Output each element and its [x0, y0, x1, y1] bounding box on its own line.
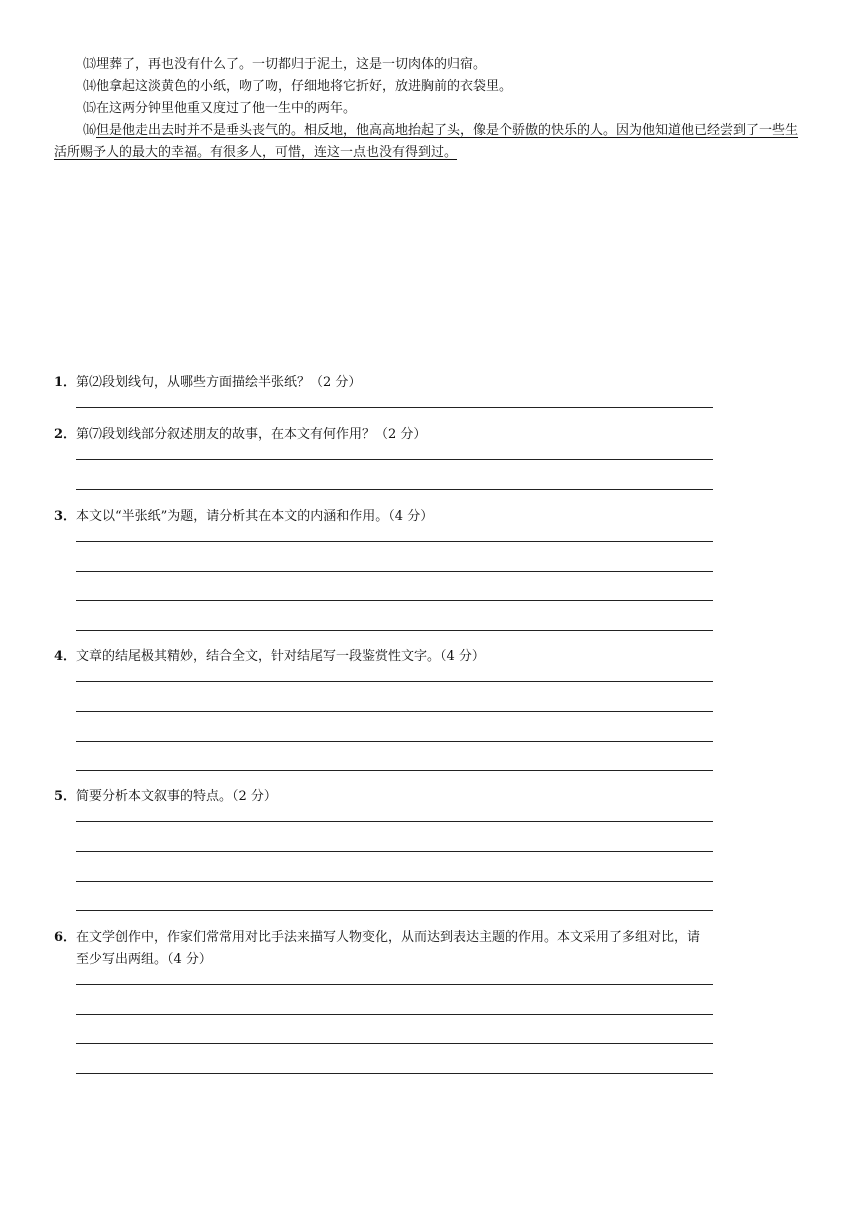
- answer-line[interactable]: [76, 1073, 713, 1074]
- answer-line[interactable]: [76, 459, 713, 460]
- question-number: 3．: [54, 509, 77, 524]
- paragraph-16: [54, 120, 809, 164]
- answer-line[interactable]: [76, 681, 713, 682]
- answer-line[interactable]: [76, 1043, 713, 1044]
- question-3: [54, 506, 814, 528]
- answer-line[interactable]: [76, 600, 713, 601]
- question-text: 本文以“半张纸”为题，请分析其在本文的内涵和作用。（4 分）: [76, 509, 434, 524]
- answer-line[interactable]: [76, 407, 713, 408]
- question-text: 第⑺段划线部分叙述朋友的故事，在本文有何作用？（2 分）: [76, 427, 427, 442]
- answer-line[interactable]: [76, 984, 713, 985]
- answer-line[interactable]: [76, 881, 713, 882]
- answer-line[interactable]: [76, 770, 713, 771]
- paragraph-14: ⒁他拿起这淡黄色的小纸，吻了吻，仔细地将它折好，放进胸前的衣袋里。: [83, 79, 513, 94]
- answer-line[interactable]: [76, 571, 713, 572]
- answer-line[interactable]: [76, 541, 713, 542]
- question-6: [54, 927, 814, 971]
- answer-line[interactable]: [76, 489, 713, 490]
- answer-line[interactable]: [76, 741, 713, 742]
- question-number: 5．: [54, 789, 77, 804]
- question-number: 2．: [54, 427, 77, 442]
- answer-line[interactable]: [76, 821, 713, 822]
- passage: [54, 54, 809, 164]
- question-5: [54, 786, 814, 808]
- question-2: [54, 424, 814, 446]
- paragraph-15: ⒂在这两分钟里他重又度过了他一生中的两年。: [83, 101, 357, 116]
- question-4: [54, 646, 814, 668]
- answer-line[interactable]: [76, 910, 713, 911]
- question-text: 第⑵段划线句，从哪些方面描绘半张纸？（2 分）: [76, 375, 362, 390]
- question-text: 在文学创作中，作家们常常用对比手法来描写人物变化，从而达到表达主题的作用。本文采用了多组对比，请: [76, 930, 701, 945]
- answer-line[interactable]: [76, 851, 713, 852]
- answer-line[interactable]: [76, 630, 713, 631]
- question-number: 1．: [54, 375, 77, 390]
- paragraph-13: ⒀埋葬了，再也没有什么了。一切都归于泥土，这是一切肉体的归宿。: [83, 57, 487, 72]
- question-number: 6．: [54, 930, 77, 945]
- answer-line[interactable]: [76, 711, 713, 712]
- question-text-continued: 至少写出两组。（4 分）: [76, 952, 212, 967]
- paragraph-16-number: ⒃: [83, 123, 97, 138]
- question-number: 4．: [54, 649, 77, 664]
- question-text: 文章的结尾极其精妙，结合全文，针对结尾写一段鉴赏性文字。（4 分）: [76, 649, 485, 664]
- paragraph-16-underlined-text: 但是他走出去时并不是垂头丧气的。相反地，他高高地抬起了头，像是个骄傲的快乐的人。因为他知道他已经尝到了一些生活所赐予人的最大的幸福。有很多人，可惜，连这一点也没有得到过。: [54, 123, 799, 160]
- question-1: [54, 372, 814, 394]
- question-text: 简要分析本文叙事的特点。（2 分）: [76, 789, 277, 804]
- answer-line[interactable]: [76, 1014, 713, 1015]
